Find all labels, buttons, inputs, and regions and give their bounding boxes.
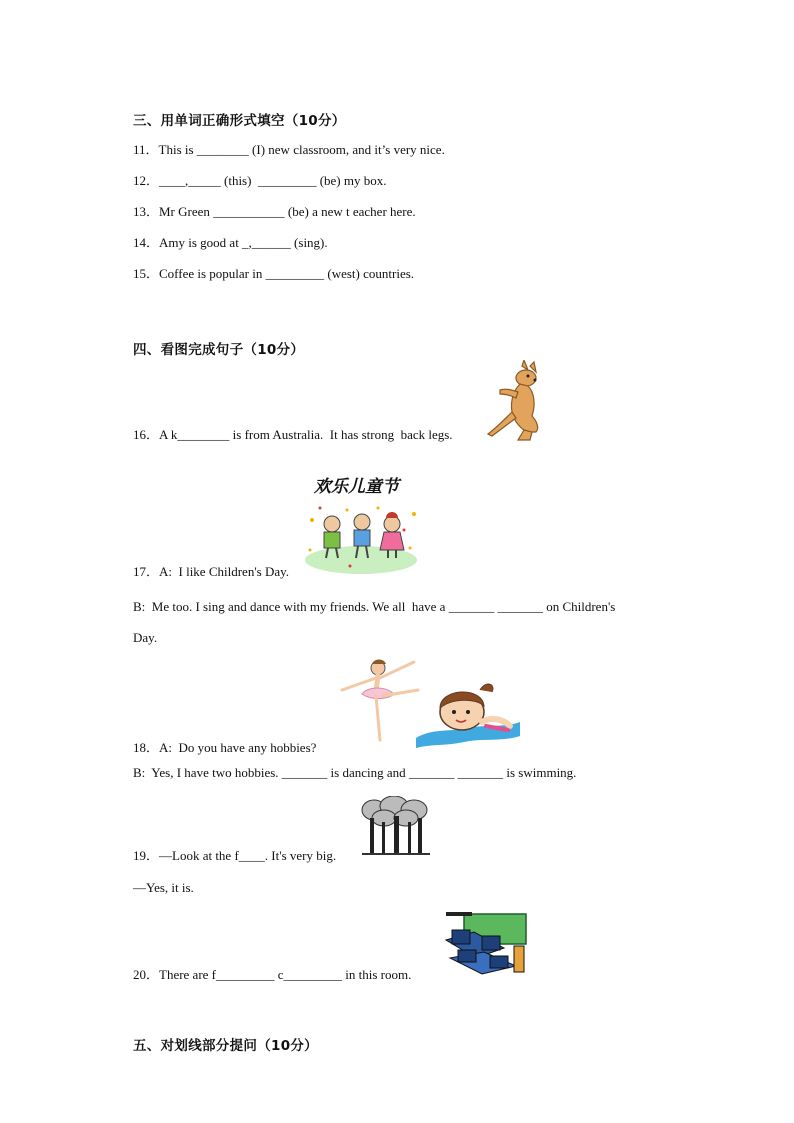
forest-icon (360, 796, 432, 858)
question-15: 15．Coffee is popular in _________ (west) countries. (133, 266, 415, 281)
section-3-heading: 三、用单词正确形式填空（10分） (133, 113, 346, 129)
ballerina-icon (336, 656, 424, 744)
kangaroo-icon (478, 360, 546, 442)
question-19-b: —Yes, it is. (133, 880, 194, 895)
section-4-heading: 四、看图完成句子（10分） (133, 342, 305, 358)
question-17-b: B: Me too. I sing and dance with my friends. We all have a _______ _______ on Children's (133, 599, 616, 614)
question-18-b: B: Yes, I have two hobbies. _______ is dancing and _______ _______ is swimming. (133, 765, 577, 780)
childrens-day-banner: 欢乐儿童节 (314, 477, 399, 497)
section-5-heading: 五、对划线部分提问（10分） (133, 1038, 318, 1054)
question-20: 20．There are f_________ c_________ in this room. (133, 967, 412, 982)
question-11: 11．This is ________ (I) new classroom, and it’s very nice. (133, 142, 445, 157)
question-17-a: 17．A: I like Children's Day. (133, 564, 290, 579)
question-12: 12．____,_____ (this) _________ (be) my box. (133, 173, 387, 188)
question-13: 13．Mr Green ___________ (be) a new t eacher here. (133, 204, 416, 219)
question-14: 14．Amy is good at _,______ (sing). (133, 235, 328, 250)
question-16: 16．A k________ is from Australia. It has strong back legs. (133, 427, 453, 442)
computer-room-icon (444, 910, 530, 976)
question-17-c: Day. (133, 630, 158, 645)
swimmer-icon (412, 676, 524, 750)
question-18-a: 18．A: Do you have any hobbies? (133, 740, 317, 755)
question-19-a: 19．—Look at the f____. It's very big. (133, 848, 337, 863)
children-figures-icon (302, 500, 420, 576)
childrens-day-icon (302, 462, 420, 576)
